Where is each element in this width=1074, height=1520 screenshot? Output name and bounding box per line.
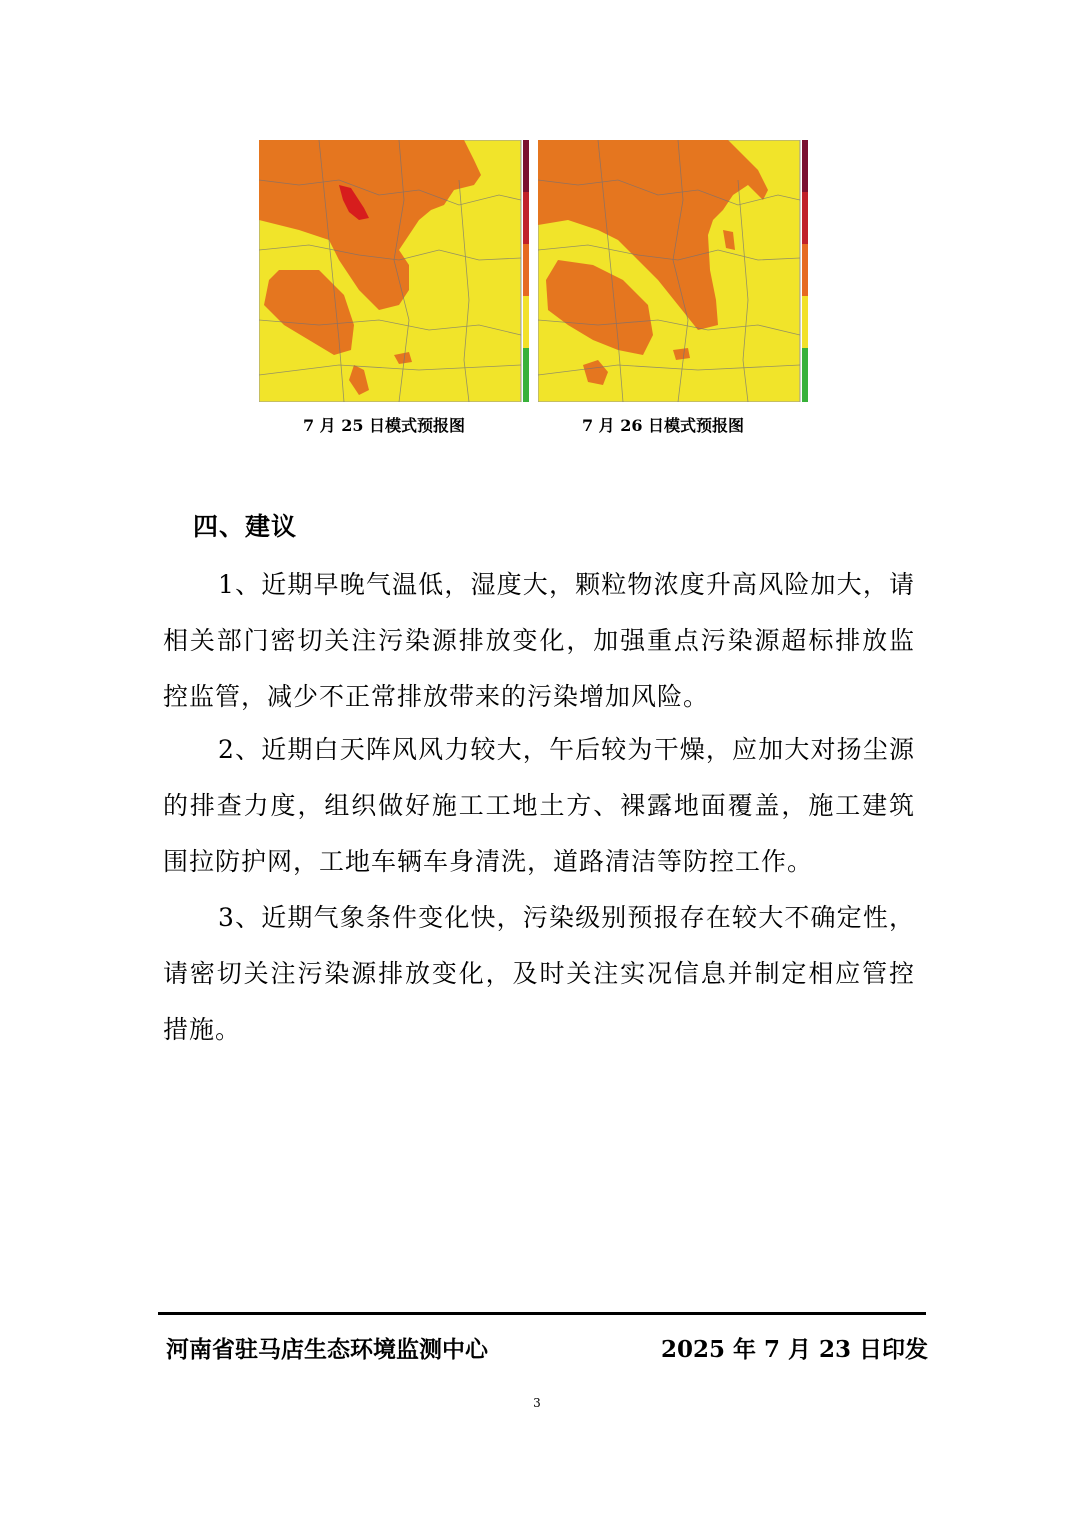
footer-issue-date: 2025 年 7 月 23 日印发 xyxy=(661,1336,929,1363)
forecast-map-jul25 xyxy=(259,140,529,402)
paragraph-1: 1、近期早晚气温低，湿度大，颗粒物浓度升高风险加大，请相关部门密切关注污染源排放变化，加强重点污染源超标排放监控监管，减少不正常排放带来的污染增加风险。 xyxy=(163,570,915,711)
paragraph-3: 3、近期气象条件变化快，污染级别预报存在较大不确定性，请密切关注污染源排放变化，及时关注实况信息并制定相应管控措施。 xyxy=(163,903,915,1044)
footer-organization: 河南省驻马店生态环境监测中心 xyxy=(166,1336,488,1363)
paragraph-2: 2、近期白天阵风风力较大，午后较为干燥，应加大对扬尘源的排查力度，组织做好施工工地土方、裸露地面覆盖，施工建筑围拉防护网，工地车辆车身清洗，道路清洁等防控工作。 xyxy=(163,735,915,876)
figure-caption-jul26: 7 月 26 日模式预报图 xyxy=(581,416,745,435)
footer-divider xyxy=(158,1312,926,1315)
forecast-map-jul26 xyxy=(538,140,808,402)
page-number: 3 xyxy=(533,1396,541,1410)
section-heading: 四、建议 xyxy=(193,512,298,541)
figure-caption-jul25: 7 月 25 日模式预报图 xyxy=(302,416,466,435)
